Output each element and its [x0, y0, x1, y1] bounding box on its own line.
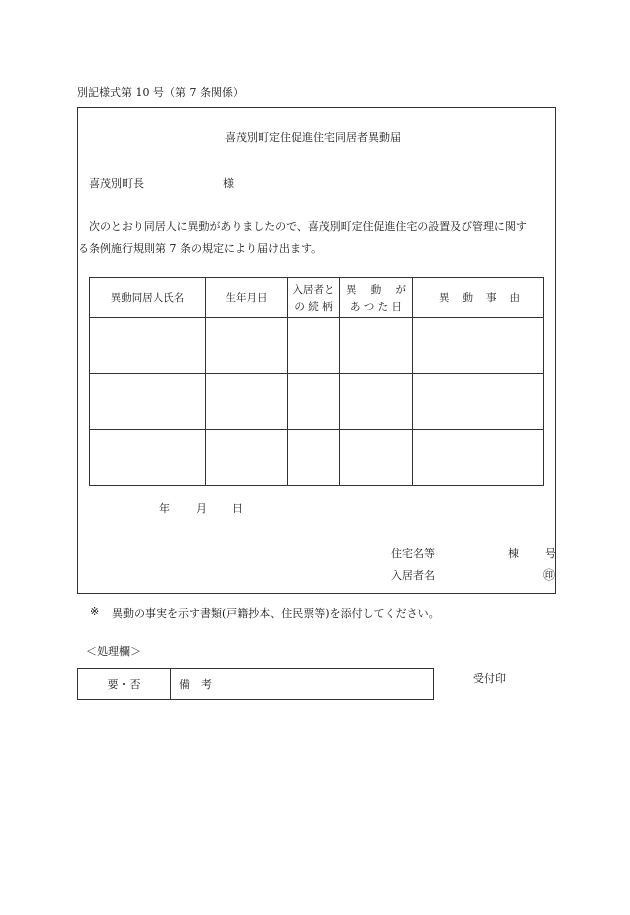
birthdate-cell[interactable] [206, 430, 288, 486]
relationship-cell[interactable] [288, 318, 340, 374]
note-text: 異動の事実を示す書類(戸籍抄本、住民票等)を添付してください。 [112, 607, 440, 620]
processing-label: ＜処理欄＞ [86, 645, 141, 658]
processing-table [77, 668, 434, 700]
honorific: 様 [223, 177, 234, 190]
date-month-label: 月 [196, 502, 207, 515]
seal-mark: ㊞ [543, 568, 556, 582]
table-row [90, 374, 544, 430]
header-reason-char2: 動 [462, 292, 473, 304]
header-reason-char4: 由 [509, 292, 520, 304]
reason-cell[interactable] [413, 318, 544, 374]
header-birthdate: 生年月日 [206, 278, 288, 318]
change-date-cell[interactable] [340, 430, 413, 486]
header-change-date-char1: 異 [346, 283, 357, 296]
name-cell[interactable] [90, 318, 206, 374]
change-date-cell[interactable] [340, 318, 413, 374]
header-reason-text [413, 290, 543, 305]
header-reason [413, 278, 544, 318]
building-label: 棟 [508, 547, 519, 560]
housing-label: 住宅名等 [391, 547, 435, 560]
form-id: 別記様式第 10 号（第 7 条関係） [77, 86, 244, 99]
header-change-date-line1 [340, 282, 412, 297]
note-mark: ※ [90, 605, 100, 618]
reason-cell[interactable] [413, 374, 544, 430]
header-change-date [340, 278, 413, 318]
table-row [90, 430, 544, 486]
relationship-cell[interactable] [288, 374, 340, 430]
addressee: 喜茂別町長 [89, 177, 144, 190]
remarks-cell[interactable]: 備 考 [171, 669, 434, 700]
header-reason-char3: 事 [486, 292, 497, 304]
table-row [90, 318, 544, 374]
body-line-1: 次のとおり同居人に異動がありましたので、喜茂別町定住促進住宅の設置及び管理に関す [89, 220, 527, 233]
name-cell[interactable] [90, 430, 206, 486]
relationship-cell[interactable] [288, 430, 340, 486]
date-year-label: 年 [159, 502, 170, 515]
header-change-date-char2: 動 [370, 283, 382, 296]
form-title: 喜茂別町定住促進住宅同居者異動届 [225, 131, 401, 144]
date-day-label: 日 [232, 502, 243, 515]
receipt-stamp-label: 受付印 [473, 672, 506, 685]
birthdate-cell[interactable] [206, 374, 288, 430]
header-change-date-char3: が [395, 283, 406, 296]
header-reason-char1: 異 [439, 292, 450, 304]
number-label: 号 [545, 547, 556, 560]
header-relationship-line2: の 続 柄 [294, 300, 333, 313]
approval-cell[interactable]: 要・否 [78, 669, 171, 700]
reason-cell[interactable] [413, 430, 544, 486]
change-date-cell[interactable] [340, 374, 413, 430]
header-name: 異動同居人氏名 [90, 278, 206, 318]
body-line-2: る条例施行規則第 7 条の規定により届け出ます。 [78, 242, 323, 255]
header-change-date-line2: あ つ た 日 [349, 300, 402, 313]
header-relationship [288, 278, 340, 318]
name-cell[interactable] [90, 374, 206, 430]
birthdate-cell[interactable] [206, 318, 288, 374]
resident-label: 入居者名 [391, 569, 435, 582]
header-relationship-line1: 入居者と [292, 283, 335, 296]
change-table [89, 277, 544, 486]
